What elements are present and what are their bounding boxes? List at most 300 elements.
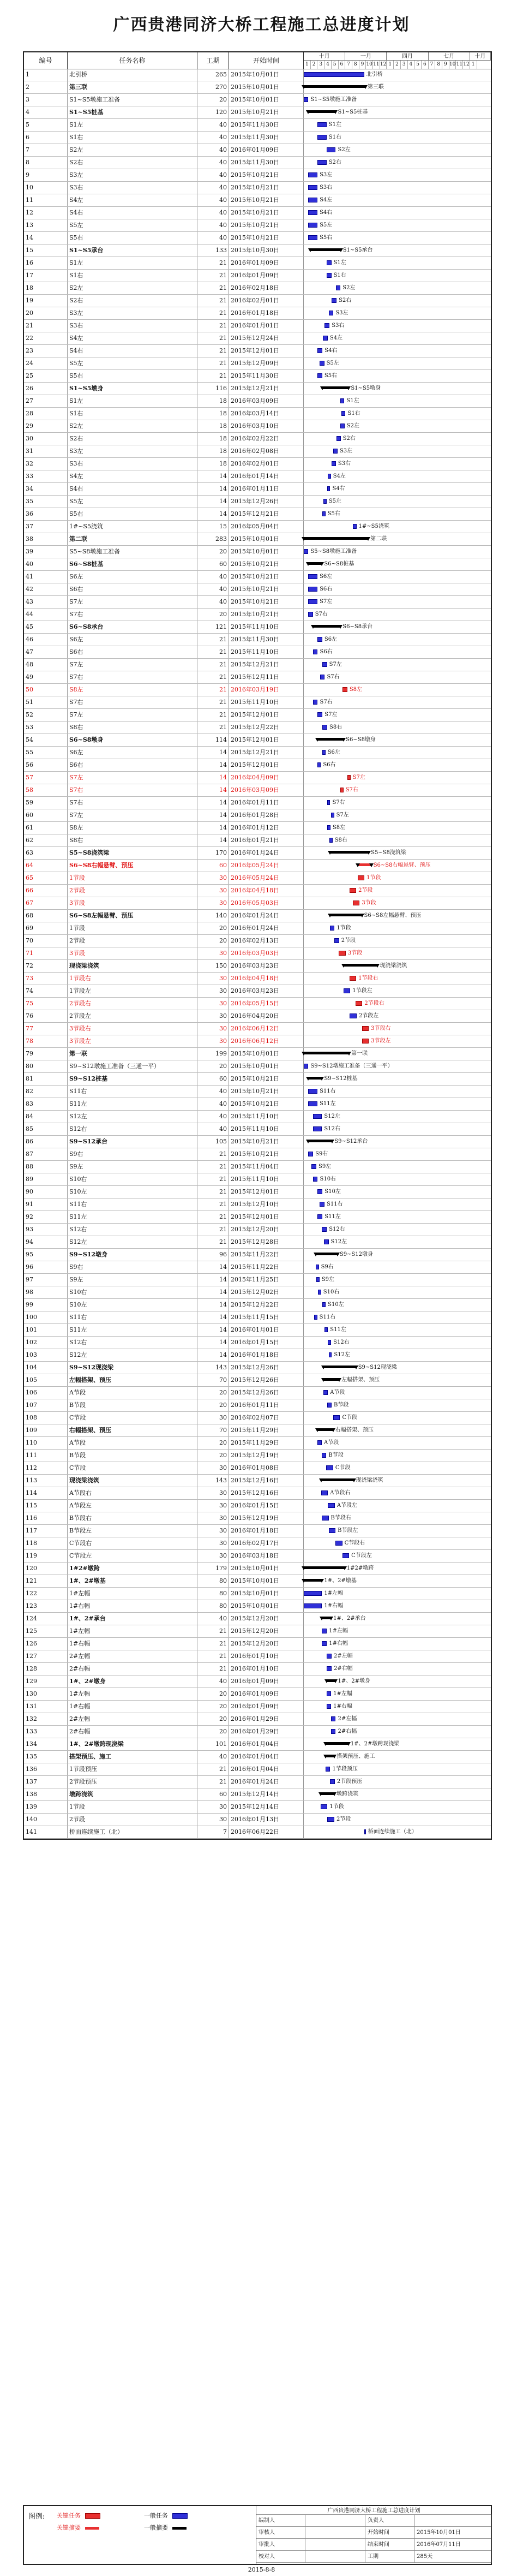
- task-bar[interactable]: [323, 499, 327, 504]
- table-row[interactable]: [24, 1211, 491, 1224]
- task-bar[interactable]: [344, 988, 351, 993]
- table-row[interactable]: [24, 1374, 491, 1387]
- table-row[interactable]: [24, 1537, 491, 1550]
- task-bar[interactable]: [308, 172, 317, 177]
- table-row[interactable]: [24, 207, 491, 219]
- task-bar[interactable]: [317, 122, 327, 127]
- task-bar[interactable]: [330, 1779, 335, 1784]
- task-bar[interactable]: [323, 1390, 328, 1395]
- table-row[interactable]: [24, 709, 491, 721]
- summary-bar[interactable]: [304, 1052, 349, 1054]
- col-duration[interactable]: 工期: [197, 52, 229, 69]
- task-bar[interactable]: [327, 273, 332, 278]
- table-row[interactable]: [24, 1111, 491, 1123]
- table-row[interactable]: [24, 157, 491, 169]
- table-row[interactable]: [24, 1010, 491, 1023]
- task-bar[interactable]: [331, 1729, 335, 1734]
- table-row[interactable]: [24, 571, 491, 583]
- table-row[interactable]: [24, 1487, 491, 1500]
- task-bar[interactable]: [350, 888, 357, 893]
- table-row[interactable]: [24, 81, 491, 94]
- task-bar[interactable]: [313, 1126, 322, 1131]
- task-bar[interactable]: [313, 700, 318, 705]
- table-row[interactable]: [24, 345, 491, 357]
- task-bar[interactable]: [336, 285, 341, 290]
- table-row[interactable]: [24, 320, 491, 332]
- table-row[interactable]: [24, 257, 491, 270]
- task-bar[interactable]: [304, 1591, 322, 1596]
- table-row[interactable]: [24, 759, 491, 772]
- bar-label: S12左: [324, 1113, 340, 1119]
- task-bar[interactable]: [317, 1214, 322, 1219]
- task-bar[interactable]: [317, 762, 321, 767]
- summary-bar[interactable]: [304, 1579, 322, 1582]
- table-row[interactable]: [24, 1349, 491, 1362]
- task-bar[interactable]: [335, 1541, 342, 1546]
- task-bar[interactable]: [327, 1666, 332, 1671]
- task-bar[interactable]: [318, 1290, 321, 1295]
- table-row[interactable]: [24, 232, 491, 245]
- task-bar[interactable]: [339, 951, 346, 956]
- table-row[interactable]: [24, 245, 491, 257]
- summary-bar[interactable]: [326, 1755, 335, 1757]
- task-bar[interactable]: [358, 875, 365, 880]
- bar-label: A节段右: [330, 1490, 351, 1496]
- table-row[interactable]: [24, 1161, 491, 1173]
- table-row[interactable]: [24, 1450, 491, 1462]
- task-bar[interactable]: [308, 235, 317, 240]
- table-row[interactable]: [24, 169, 491, 182]
- table-row[interactable]: [24, 496, 491, 508]
- task-bar[interactable]: [332, 461, 336, 466]
- table-row[interactable]: [24, 1788, 491, 1801]
- summary-bar[interactable]: [310, 248, 341, 251]
- summary-bar[interactable]: [330, 851, 369, 854]
- summary-bar[interactable]: [308, 110, 335, 113]
- table-row[interactable]: [24, 383, 491, 395]
- summary-bar[interactable]: [317, 1428, 333, 1431]
- table-row[interactable]: [24, 1726, 491, 1738]
- task-bar[interactable]: [341, 411, 346, 416]
- table-row[interactable]: [24, 860, 491, 872]
- table-row[interactable]: [24, 483, 491, 496]
- summary-bar[interactable]: [321, 1792, 334, 1795]
- task-bar[interactable]: [347, 775, 351, 780]
- table-row[interactable]: [24, 1299, 491, 1311]
- task-bar[interactable]: [331, 1716, 335, 1721]
- task-bar[interactable]: [333, 449, 338, 454]
- task-bar[interactable]: [324, 1327, 328, 1332]
- table-row[interactable]: [24, 1763, 491, 1776]
- task-bar[interactable]: [321, 1490, 328, 1495]
- table-row[interactable]: [24, 1675, 491, 1688]
- task-bar[interactable]: [364, 1829, 366, 1834]
- table-row[interactable]: [24, 772, 491, 784]
- table-row[interactable]: [24, 1437, 491, 1450]
- task-bar[interactable]: [308, 1152, 313, 1156]
- task-bar[interactable]: [304, 97, 308, 102]
- table-row[interactable]: [24, 1613, 491, 1625]
- table-row[interactable]: [24, 1198, 491, 1211]
- task-bar[interactable]: [326, 1767, 330, 1772]
- table-row[interactable]: [24, 797, 491, 809]
- table-row[interactable]: [24, 119, 491, 132]
- task-bar[interactable]: [317, 1440, 322, 1445]
- table-row[interactable]: [24, 1324, 491, 1337]
- task-bar[interactable]: [353, 901, 360, 905]
- task-bar[interactable]: [322, 1516, 329, 1520]
- task-bar[interactable]: [320, 1202, 324, 1207]
- table-row[interactable]: [24, 470, 491, 483]
- table-row[interactable]: [24, 106, 491, 119]
- table-row[interactable]: [24, 182, 491, 194]
- task-bar[interactable]: [308, 612, 312, 617]
- summary-bar[interactable]: [304, 1566, 345, 1569]
- table-row[interactable]: [24, 1638, 491, 1650]
- task-bar[interactable]: [308, 574, 317, 579]
- table-row[interactable]: [24, 1738, 491, 1751]
- task-timeline: [304, 182, 491, 194]
- table-row[interactable]: [24, 960, 491, 973]
- task-bar[interactable]: [313, 1177, 318, 1182]
- task-bar[interactable]: [336, 436, 341, 441]
- table-row[interactable]: [24, 1274, 491, 1286]
- task-start: 2015年11月10日: [229, 621, 304, 633]
- table-row[interactable]: [24, 897, 491, 910]
- table-row[interactable]: [24, 1688, 491, 1701]
- task-bar[interactable]: [327, 825, 330, 830]
- task-duration: 30: [197, 998, 229, 1010]
- task-bar[interactable]: [324, 1239, 329, 1244]
- summary-bar[interactable]: [304, 85, 365, 88]
- table-row[interactable]: [24, 1826, 491, 1839]
- summary-bar[interactable]: [317, 738, 344, 741]
- task-bar[interactable]: [323, 336, 328, 341]
- table-row[interactable]: [24, 445, 491, 458]
- task-bar[interactable]: [330, 926, 334, 931]
- summary-bar[interactable]: [358, 863, 371, 866]
- task-bar[interactable]: [308, 185, 317, 190]
- task-duration: 40: [197, 1613, 229, 1625]
- table-row[interactable]: [24, 684, 491, 696]
- task-bar[interactable]: [317, 637, 322, 642]
- summary-bar[interactable]: [321, 1478, 354, 1481]
- task-bar[interactable]: [314, 1315, 317, 1320]
- table-row[interactable]: [24, 747, 491, 759]
- task-bar[interactable]: [322, 662, 327, 667]
- table-row[interactable]: [24, 370, 491, 383]
- task-bar[interactable]: [308, 599, 317, 604]
- summary-bar[interactable]: [330, 914, 362, 916]
- task-bar[interactable]: [328, 474, 331, 479]
- table-row[interactable]: [24, 922, 491, 935]
- task-bar[interactable]: [308, 210, 317, 215]
- task-bar[interactable]: [340, 424, 345, 428]
- task-bar[interactable]: [328, 1340, 331, 1345]
- summary-bar[interactable]: [322, 386, 348, 389]
- table-row[interactable]: [24, 420, 491, 433]
- task-bar[interactable]: [317, 1189, 322, 1194]
- table-row[interactable]: [24, 1060, 491, 1073]
- table-row[interactable]: [24, 1525, 491, 1537]
- task-bar[interactable]: [322, 725, 327, 730]
- table-row[interactable]: [24, 1098, 491, 1111]
- task-bar[interactable]: [342, 687, 347, 692]
- table-row[interactable]: [24, 508, 491, 521]
- table-row[interactable]: [24, 1701, 491, 1713]
- table-row[interactable]: [24, 282, 491, 295]
- table-row[interactable]: [24, 270, 491, 282]
- table-row[interactable]: [24, 1123, 491, 1136]
- task-bar[interactable]: [317, 160, 327, 165]
- table-row[interactable]: [24, 1337, 491, 1349]
- table-row[interactable]: [24, 671, 491, 684]
- table-row[interactable]: [24, 395, 491, 408]
- table-row[interactable]: [24, 1650, 491, 1663]
- task-bar[interactable]: [313, 1114, 322, 1119]
- task-bar[interactable]: [327, 260, 332, 265]
- table-row[interactable]: [24, 1575, 491, 1588]
- summary-bar[interactable]: [308, 562, 322, 565]
- table-row[interactable]: [24, 1801, 491, 1814]
- task-bar[interactable]: [313, 649, 318, 654]
- table-row[interactable]: [24, 1776, 491, 1788]
- table-row[interactable]: [24, 935, 491, 947]
- table-row[interactable]: [24, 973, 491, 985]
- table-row[interactable]: [24, 1424, 491, 1437]
- task-bar[interactable]: [329, 311, 334, 315]
- task-bar[interactable]: [308, 223, 317, 228]
- table-row[interactable]: [24, 1663, 491, 1675]
- task-bar[interactable]: [327, 1817, 334, 1822]
- task-bar[interactable]: [316, 1277, 320, 1282]
- table-row[interactable]: [24, 1550, 491, 1563]
- task-bar[interactable]: [326, 1465, 333, 1470]
- task-bar[interactable]: [334, 938, 339, 943]
- task-bar[interactable]: [304, 549, 308, 554]
- table-row[interactable]: [24, 1713, 491, 1726]
- bar-label: S12右: [329, 1226, 345, 1232]
- table-row[interactable]: [24, 634, 491, 646]
- table-row[interactable]: [24, 1249, 491, 1261]
- task-bar[interactable]: [316, 1265, 319, 1269]
- task-duration: 14: [197, 1286, 229, 1298]
- table-row[interactable]: [24, 1148, 491, 1161]
- table-row[interactable]: [24, 721, 491, 734]
- summary-bar[interactable]: [316, 1253, 338, 1255]
- task-bar[interactable]: [342, 1553, 350, 1558]
- table-row[interactable]: [24, 1073, 491, 1086]
- table-row[interactable]: [24, 357, 491, 370]
- task-timeline: [304, 445, 491, 457]
- table-row[interactable]: [24, 834, 491, 847]
- task-bar[interactable]: [308, 198, 317, 202]
- summary-bar[interactable]: [322, 1617, 331, 1619]
- table-row[interactable]: [24, 1035, 491, 1048]
- table-row[interactable]: [24, 1311, 491, 1324]
- task-bar[interactable]: [304, 1064, 308, 1069]
- task-bar[interactable]: [321, 1804, 328, 1809]
- task-name: 1节段右: [68, 973, 197, 985]
- bar-label: S9左: [318, 1164, 332, 1170]
- table-row[interactable]: [24, 458, 491, 470]
- table-row[interactable]: [24, 533, 491, 546]
- table-row[interactable]: [24, 1462, 491, 1475]
- table-row[interactable]: [24, 1751, 491, 1763]
- table-row[interactable]: [24, 1173, 491, 1186]
- table-row[interactable]: [24, 433, 491, 445]
- task-bar[interactable]: [327, 800, 330, 805]
- task-bar[interactable]: [328, 1503, 335, 1508]
- task-bar[interactable]: [340, 398, 345, 403]
- task-bar[interactable]: [327, 1691, 331, 1696]
- summary-bar[interactable]: [308, 1077, 322, 1080]
- task-bar[interactable]: [308, 1101, 317, 1106]
- table-row[interactable]: [24, 1362, 491, 1374]
- task-bar[interactable]: [353, 524, 356, 529]
- table-row[interactable]: [24, 1023, 491, 1035]
- table-row[interactable]: [24, 546, 491, 558]
- table-row[interactable]: [24, 609, 491, 621]
- task-bar[interactable]: [340, 788, 344, 792]
- task-bar[interactable]: [350, 1013, 357, 1018]
- bar-label: 3节段: [362, 900, 376, 906]
- table-row[interactable]: [24, 1563, 491, 1575]
- task-bar[interactable]: [322, 1629, 327, 1633]
- table-row[interactable]: [24, 1086, 491, 1098]
- table-row[interactable]: [24, 646, 491, 659]
- table-row[interactable]: [24, 69, 491, 81]
- task-bar[interactable]: [317, 373, 322, 378]
- task-bar[interactable]: [362, 1026, 369, 1031]
- table-row[interactable]: [24, 1399, 491, 1412]
- task-bar[interactable]: [320, 361, 324, 366]
- task-bar[interactable]: [317, 135, 327, 140]
- task-bar[interactable]: [317, 712, 322, 717]
- table-row[interactable]: [24, 809, 491, 822]
- task-bar[interactable]: [317, 348, 322, 353]
- table-row[interactable]: [24, 1136, 491, 1148]
- table-row[interactable]: [24, 132, 491, 144]
- table-row[interactable]: [24, 307, 491, 320]
- summary-bar[interactable]: [323, 1365, 356, 1368]
- table-row[interactable]: [24, 194, 491, 207]
- task-bar[interactable]: [331, 813, 334, 818]
- summary-bar[interactable]: [308, 1140, 332, 1142]
- table-row[interactable]: [24, 295, 491, 307]
- table-row[interactable]: [24, 885, 491, 897]
- task-bar[interactable]: [322, 1302, 326, 1307]
- col-name[interactable]: 任务名称: [68, 52, 197, 69]
- table-row[interactable]: [24, 621, 491, 634]
- task-bar[interactable]: [333, 1415, 340, 1420]
- summary-bar[interactable]: [323, 1378, 339, 1381]
- task-bar[interactable]: [327, 1654, 332, 1659]
- table-row[interactable]: [24, 734, 491, 747]
- task-bar[interactable]: [322, 1227, 327, 1232]
- table-row[interactable]: [24, 521, 491, 533]
- table-row[interactable]: [24, 784, 491, 797]
- table-row[interactable]: [24, 1186, 491, 1198]
- task-bar[interactable]: [327, 486, 330, 491]
- table-row[interactable]: [24, 847, 491, 860]
- task-bar[interactable]: [320, 675, 325, 679]
- task-duration: 14: [197, 1261, 229, 1273]
- table-row[interactable]: [24, 1512, 491, 1525]
- task-bar[interactable]: [329, 1528, 336, 1533]
- table-row[interactable]: [24, 947, 491, 960]
- summary-bar[interactable]: [327, 1679, 336, 1682]
- table-row[interactable]: [24, 1048, 491, 1060]
- table-row[interactable]: [24, 1387, 491, 1399]
- task-bar[interactable]: [362, 1039, 369, 1043]
- task-bar[interactable]: [327, 1704, 331, 1709]
- table-row[interactable]: [24, 1588, 491, 1600]
- table-row[interactable]: [24, 822, 491, 834]
- task-bar[interactable]: [322, 1641, 327, 1646]
- table-row[interactable]: [24, 1236, 491, 1249]
- task-bar[interactable]: [311, 1164, 316, 1169]
- table-row[interactable]: [24, 1286, 491, 1299]
- task-bar[interactable]: [322, 511, 326, 516]
- summary-bar[interactable]: [313, 625, 341, 628]
- task-bar[interactable]: [327, 147, 336, 152]
- task-bar[interactable]: [308, 587, 317, 592]
- summary-bar[interactable]: [326, 1742, 348, 1745]
- table-row[interactable]: [24, 1500, 491, 1512]
- task-bar[interactable]: [324, 323, 329, 328]
- table-row[interactable]: [24, 1475, 491, 1487]
- table-row[interactable]: [24, 696, 491, 709]
- table-row[interactable]: [24, 144, 491, 157]
- summary-bar[interactable]: [344, 964, 378, 967]
- table-row[interactable]: [24, 985, 491, 998]
- col-no[interactable]: 编号: [24, 52, 68, 69]
- task-bar[interactable]: [308, 1089, 317, 1094]
- col-start[interactable]: 开始时间: [229, 52, 304, 69]
- table-row[interactable]: [24, 872, 491, 885]
- table-row[interactable]: [24, 596, 491, 609]
- table-row[interactable]: [24, 1600, 491, 1613]
- task-bar[interactable]: [322, 750, 326, 755]
- table-row[interactable]: [24, 910, 491, 922]
- table-row[interactable]: [24, 332, 491, 345]
- table-row[interactable]: [24, 1814, 491, 1826]
- task-bar[interactable]: [304, 72, 364, 77]
- table-row[interactable]: [24, 558, 491, 571]
- info-v: [305, 2551, 365, 2563]
- table-row[interactable]: [24, 998, 491, 1010]
- task-bar[interactable]: [332, 298, 336, 303]
- task-bar[interactable]: [356, 1001, 363, 1006]
- table-row[interactable]: [24, 583, 491, 596]
- task-bar[interactable]: [350, 976, 357, 981]
- table-row[interactable]: [24, 1261, 491, 1274]
- task-bar[interactable]: [304, 1603, 322, 1608]
- table-row[interactable]: [24, 659, 491, 671]
- summary-bar[interactable]: [304, 537, 368, 540]
- table-row[interactable]: [24, 1625, 491, 1638]
- table-row[interactable]: [24, 1412, 491, 1424]
- table-row[interactable]: [24, 94, 491, 106]
- table-row[interactable]: [24, 408, 491, 420]
- task-bar[interactable]: [329, 1352, 332, 1357]
- table-row[interactable]: [24, 219, 491, 232]
- task-bar[interactable]: [329, 838, 333, 843]
- task-bar[interactable]: [322, 1453, 326, 1458]
- table-row[interactable]: [24, 1224, 491, 1236]
- task-bar[interactable]: [327, 1403, 332, 1408]
